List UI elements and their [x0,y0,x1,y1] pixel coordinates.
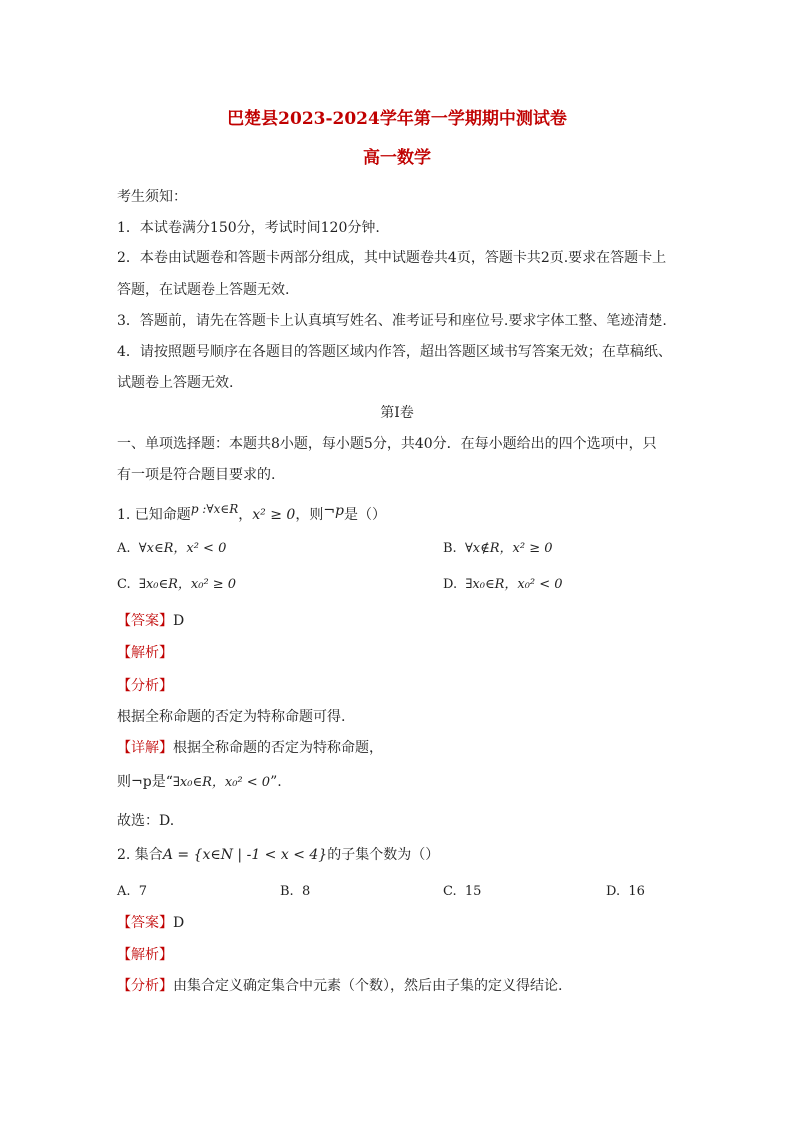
section-intro-1: 一、单项选择题：本题共8小题，每小题5分，共40分．在每小题给出的四个选项中，只 [117,436,657,452]
q1-detail-text: 根据全称命题的否定为特称命题， [173,740,383,756]
q1-answer-value: D [173,613,185,629]
q2-prefix: 2. 集合 [117,847,163,863]
q1-option-b-label: B. [443,541,457,556]
q1-detail-line2-a: 则¬p是“ [117,774,173,790]
q1-answer-tag: 【答案】 [117,613,173,629]
q2-option-c-text: 15 [464,884,482,899]
q2-answer-tag: 【答案】 [117,915,173,931]
q1-detail-line2 [117,772,282,793]
q1-prefix: 1. 已知命题 [117,507,191,523]
q1-option-a [117,539,226,559]
q1-negp: ¬p [323,503,345,519]
q2-option-d-label: D. [606,884,621,899]
notice-heading: 考生须知： [117,189,187,205]
q2-option-b-text: 8 [301,884,311,899]
q1-option-d [443,575,563,595]
question-2-stem [117,845,439,865]
q2-option-a-text: 7 [138,884,148,899]
q2-option-c [443,882,481,902]
q2-answer-value: D [173,915,185,931]
q2-option-b [280,882,310,902]
q2-suffix: 的子集个数为（） [327,847,440,863]
q1-detail-line2-math: ∃x₀∈R，x₀² < 0 [172,775,271,790]
q1-fenxi-tag: 【分析】 [117,678,173,694]
q2-analysis-tag: 【解析】 [117,947,173,963]
q1-option-b-text: ∀x∉R，x² ≥ 0 [464,541,553,556]
notice-item-1: 1．本试卷满分150分，考试时间120分钟. [117,220,380,236]
q1-detail-tag: 【详解】 [117,740,173,756]
q1-fenxi-text: 根据全称命题的否定为特称命题可得. [117,709,346,725]
q1-suffix-a: ，则 [295,507,324,523]
q2-option-a [117,882,147,902]
q1-p-statement: p :∀x∈R [190,502,239,516]
q2-option-c-label: C. [443,884,457,899]
q2-option-a-label: A. [117,884,131,899]
q2-fenxi-text: 由集合定义确定集合中元素（个数），然后由子集的定义得结论. [173,978,563,994]
q1-option-c-text: ∃x₀∈R，x₀² ≥ 0 [138,577,237,592]
notice-item-4: 4．请按照题号顺序在各题目的答题区域内作答，超出答题区域书写答案无效；在草稿纸、 [117,344,672,360]
q1-option-d-label: D. [443,577,458,592]
q1-detail [117,738,383,758]
section-label: 第I卷 [380,405,414,421]
q1-choose: 故选：D. [117,813,175,829]
notice-item-4-cont: 试题卷上答题无效. [117,375,234,391]
notice-item-3: 3．答题前，请先在答题卡上认真填写姓名、准考证号和座位号.要求字体工整、笔迹清楚. [117,313,667,329]
q2-option-d [606,882,645,902]
q2-fenxi [117,976,562,996]
q1-option-d-text: ∃x₀∈R，x₀² < 0 [465,577,563,592]
q1-analysis-tag: 【解析】 [117,645,173,661]
question-1-stem [117,502,387,525]
section-intro-2: 有一项是符合题目要求的. [117,467,276,483]
q1-answer [117,611,184,631]
q2-fenxi-tag: 【分析】 [117,978,173,994]
q1-comma: ， [238,507,253,523]
q1-detail-line2-b: ”. [270,774,282,790]
exam-title: 巴楚县2023-2024学年第一学期期中测试卷 [227,109,567,129]
q1-option-b [443,539,553,559]
q2-option-d-text: 16 [628,884,645,899]
exam-subtitle: 高一数学 [363,148,431,168]
q1-option-a-label: A. [117,541,131,556]
q1-option-c-label: C. [117,577,131,592]
notice-item-2: 2．本卷由试题卷和答题卡两部分组成，其中试题卷共4页，答题卡共2页.要求在答题卡上 [117,250,667,266]
q1-suffix-b: 是（） [344,507,387,523]
q2-option-b-label: B. [280,884,294,899]
notice-item-2-cont: 答题，在试题卷上答题无效. [117,282,290,298]
q2-set: A = {x∈N | -1 < x < 4} [162,847,328,863]
q1-condition: x² ≥ 0 [252,507,296,523]
q1-option-c [117,575,236,595]
q2-answer [117,913,184,933]
q1-option-a-text: ∀x∈R，x² < 0 [138,541,227,556]
